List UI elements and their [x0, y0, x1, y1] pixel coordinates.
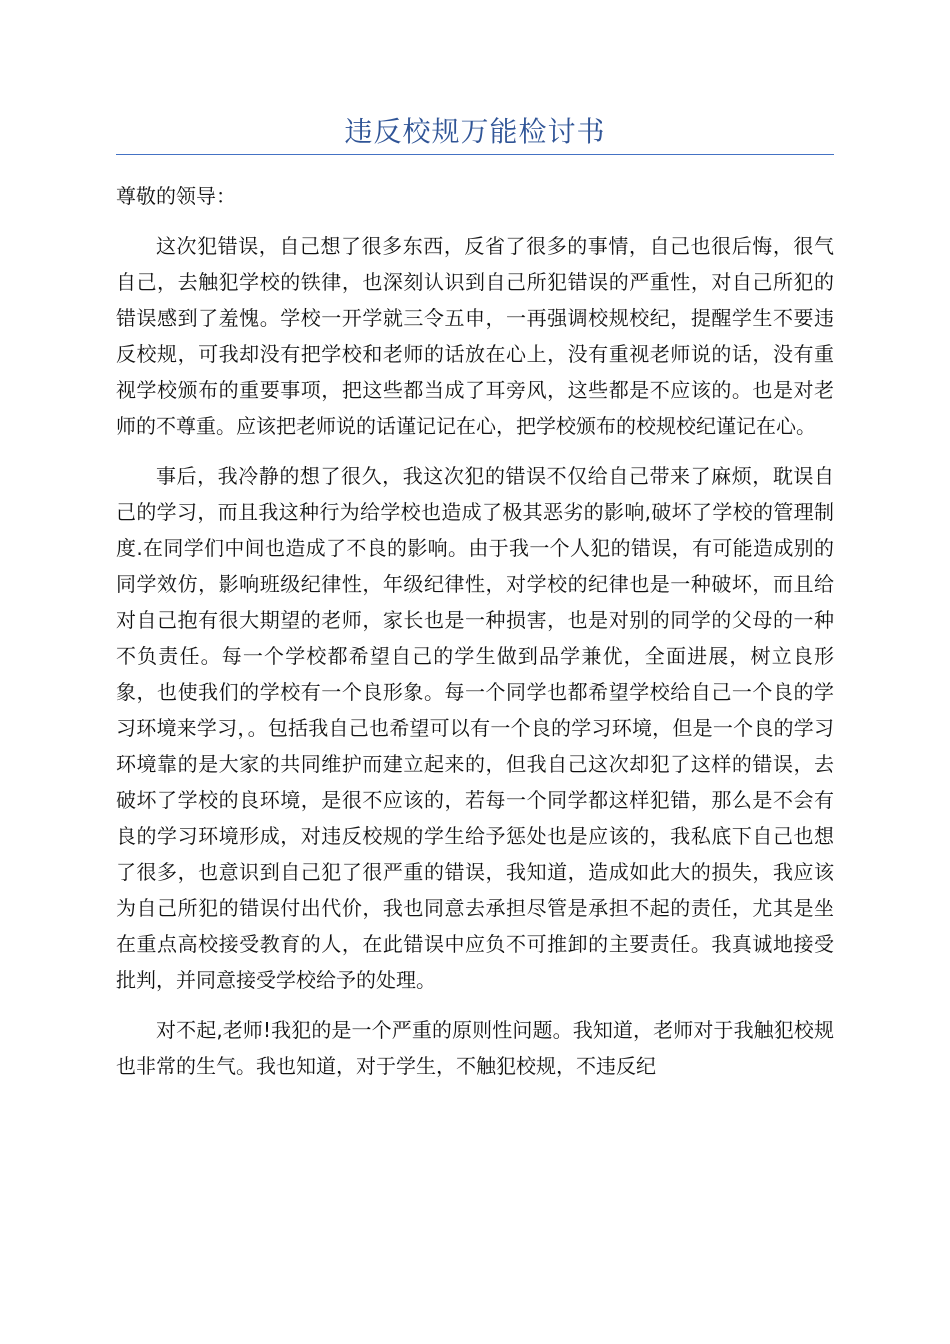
paragraph-1: 这次犯错误，自己想了很多东西，反省了很多的事情，自己也很后悔，很气自己，去触犯学校的铁律，也深刻认识到自己所犯错误的严重性，对自己所犯的错误感到了羞愧。学校一开学就三令五申，一再强调校规校纪，提醒学生不要违反校规，可我却没有把学校和老师的话放在心上，没有重视老师说的话，没有重视学校颁布的重要事项，把这些都当成了耳旁风，这些都是不应该的。也是对老师的不尊重。应该把老师说的话谨记记在心，把学校颁布的校规校纪谨记在心。	[116, 234, 834, 438]
paragraph-2: 事后，我冷静的想了很久，我这次犯的错误不仅给自己带来了麻烦，耽误自己的学习，而且我这种行为给学校也造成了极其恶劣的影响,破坏了学校的管理制度.在同学们中间也造成了不良的影响。由于我一个人犯的错误，有可能造成别的同学效仿，影响班级纪律性，年级纪律性，对学校的纪律也是一种破坏，而且给对自己抱有很大期望的老师，家长也是一种损害，也是对别的同学的父母的一种不负责任。每一个学校都希望自己的学生做到品学兼优，全面进展，树立良形象，也使我们的学校有一个良形象。每一个同学也都希望学校给自己一个良的学习环境来学习，。包括我自己也希望可以有一个良的学习环境，但是一个良的学习环境靠的是大家的共同维护而建立起来的，但我自己这次却犯了这样的错误，去破坏了学校的良环境，是很不应该的，若每一个同学都这样犯错，那么是不会有良的学习环境形成，对违反校规的学生给予惩处也是应该的，我私底下自己也想了很多，也意识到自己犯了很严重的错误，我知道，造成如此大的损失，我应该为自己所犯的错误付出代价，我也同意去承担尽管是承担不起的责任，尤其是坐在重点高校接受教育的人，在此错误中应负不可推卸的主要责任。我真诚地接受批判，并同意接受学校给予的处理。	[116, 464, 834, 992]
paragraph-3: 对不起,老师!我犯的是一个严重的原则性问题。我知道，老师对于我触犯校规也非常的生气。我也知道，对于学生，不触犯校规，不违反纪	[116, 1018, 834, 1078]
title-underline	[116, 154, 834, 155]
document-body	[116, 178, 834, 1098]
document-title: 违反校规万能检讨书	[344, 115, 606, 148]
salutation: 尊敬的领导：	[116, 184, 236, 208]
